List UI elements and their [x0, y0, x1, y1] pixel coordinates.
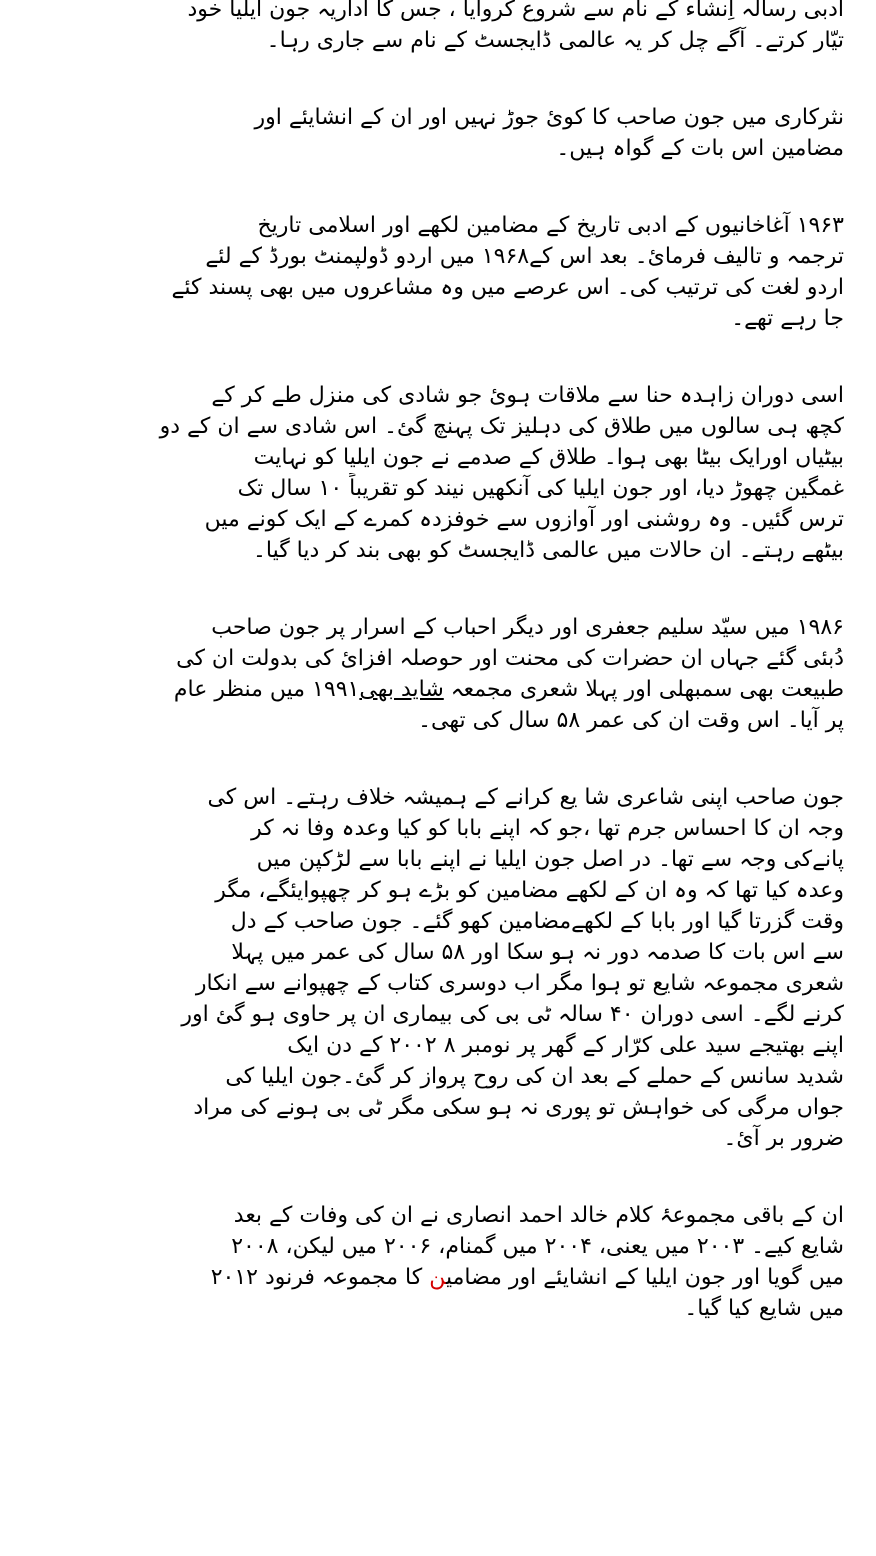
text-line: وقت گزرتا گیا اور بابا کے لکھےمضامین کھو گئے۔ جون صاحب کے دل [230, 909, 844, 934]
text-line: وجہ ان کا احساس جرم تھا ،جو کہ اپنے بابا کو کیا وعدہ وفا نہ کر [251, 816, 844, 841]
text-line: میں شایع کیا گیا۔ [684, 1296, 844, 1321]
text-line: بیٹیاں اورایک بیٹا بھی ہوا۔ طلاق کے صدمے نے جون ایلیا کو نہایت [253, 445, 844, 470]
document-page [34, 0, 844, 1370]
text-line: اردو لغت کی ترتیب کی۔ اس عرصے میں وہ مشاعروں میں بھی پسند کئے [171, 275, 844, 300]
text-line-with-link [34, 674, 844, 705]
text-line: مضامین اس بات کے گواہ ہیں۔ [556, 136, 844, 161]
paragraph-1963-works [34, 210, 844, 334]
text-line: نثرکاری میں جون صاحب کا کوئ جوڑ نہیں اور ان کے انشایئے اور [254, 105, 844, 130]
text-line: ضرور بر آئ۔ [723, 1126, 844, 1151]
paragraph-posthumous-collections [34, 1200, 844, 1324]
red-highlight-letter: ن [429, 1265, 446, 1290]
text-line: تیّار کرتے۔ آگے چل کر یہ عالمی ڈایجسٹ کے نام سے جاری رہا۔ [266, 28, 844, 53]
paragraph-marriage [34, 380, 844, 566]
text-line: کرنے لگے۔ اسی دوران ۴۰ سالہ ٹی بی کی بیماری ان پر حاوی ہو گئ اور [181, 1002, 844, 1027]
book-title-link[interactable]: شاید بھی [359, 677, 444, 702]
text-line: ادبی رسالہ اِنشاء کے نام سے شروع کروایا ، جس کا اداریہ جون ایلیا خود [187, 0, 844, 22]
paragraph-1986-dubai [34, 612, 844, 736]
text-line: بیٹھے رہتے۔ ان حالات میں عالمی ڈایجسٹ کو بھی بند کر دیا گیا۔ [252, 538, 844, 563]
text-line: دُبئی گئے جہاں ان حضرات کی محنت اور حوصلہ افزائ کی بدولت ان کی [176, 646, 844, 671]
text-line: شعری مجموعہ شایع تو ہوا مگر اب دوسری کتاب کے چھپوانے سے انکار [195, 971, 844, 996]
text-segment: میں گویا اور جون ایلیا کے انشایئے اور مضامی [445, 1265, 844, 1290]
text-line: پر آیا۔ اس وقت ان کی عمر ۵۸ سال کی تھی۔ [418, 708, 844, 733]
text-segment: طبیعت بھی سمبھلی اور پہلا شعری مجمعہ [443, 677, 844, 702]
text-line: شدید سانس کے حملے کے بعد ان کی روح پرواز کر گئ۔جون ایلیا کی [225, 1064, 844, 1089]
text-line: اپنے بھتیجے سید علی کرّار کے گھر پر نومبر ۸ ۲۰۰۲ کے دن ایک [287, 1033, 844, 1058]
paragraph-insha-magazine [34, 0, 844, 56]
text-line: غمگین چھوڑ دیا، اور جون ایلیا کی آنکھیں نیند کو تقریباً ۱۰ سال تک [237, 476, 844, 501]
text-line: جون صاحب اپنی شاعری شا یع کرانے کے ہمیشہ خلاف رہتے۔ اس کی [207, 785, 844, 810]
text-line: وعدہ کیا تھا کہ وہ ان کے لکھے مضامین کو بڑے ہو کر چھپوایئگے، مگر [215, 878, 844, 903]
text-line: شایع کیے۔ ۲۰۰۳ میں یعنی، ۲۰۰۴ میں گمنام، ۲۰۰۶ میں لیکن، ۲۰۰۸ [231, 1234, 844, 1259]
text-line: جواں مرگی کی خواہش تو پوری نہ ہو سکی مگر ٹی بی ہونے کی مراد [193, 1095, 844, 1120]
text-line: ۱۹۶۳ آغاخانیوں کے ادبی تاریخ کے مضامین لکھے اور اسلامی تاریخ [257, 213, 844, 238]
text-line: کچھ ہی سالوں میں طلاق کی دہلیز تک پہنچ گئ۔ اس شادی سے ان کے دو [159, 414, 844, 439]
text-line: سے اس بات کا صدمہ دور نہ ہو سکا اور ۵۸ سال کی عمر میں پہلا [231, 940, 844, 965]
text-line: پانےکی وجہ سے تھا۔ در اصل جون ایلیا نے اپنے بابا سے لڑکپن میں [256, 847, 844, 872]
text-line-with-highlight [34, 1262, 844, 1293]
text-line: جا رہے تھے۔ [731, 306, 844, 331]
text-segment: کا مجموعہ فرنود ۲۰۱۲ [210, 1265, 430, 1290]
text-line: ۱۹۸۶ میں سیّد سلیم جعفری اور دیگر احباب کے اسرار پر جون صاحب [211, 615, 844, 640]
paragraph-prose-writing [34, 102, 844, 164]
text-line: ان کے باقی مجموعۂ کلام خالد احمد انصاری نے ان کی وفات کے بعد [233, 1203, 844, 1228]
text-line: ترجمہ و تالیف فرمائ۔ بعد اس کے۱۹۶۸ میں اردو ڈولپمنٹ بورڈ کے لئے [205, 244, 844, 269]
paragraph-publishing-reluctance [34, 782, 844, 1154]
text-segment: ۱۹۹۱ میں منظر عام [173, 677, 360, 702]
text-line: اسی دوران زاہدہ حنا سے ملاقات ہوئ جو شادی کی منزل طے کر کے [211, 383, 844, 408]
text-line: ترس گئیں۔ وہ روشنی اور آوازوں سے خوفزدہ کمرے کے ایک کونے میں [204, 507, 844, 532]
